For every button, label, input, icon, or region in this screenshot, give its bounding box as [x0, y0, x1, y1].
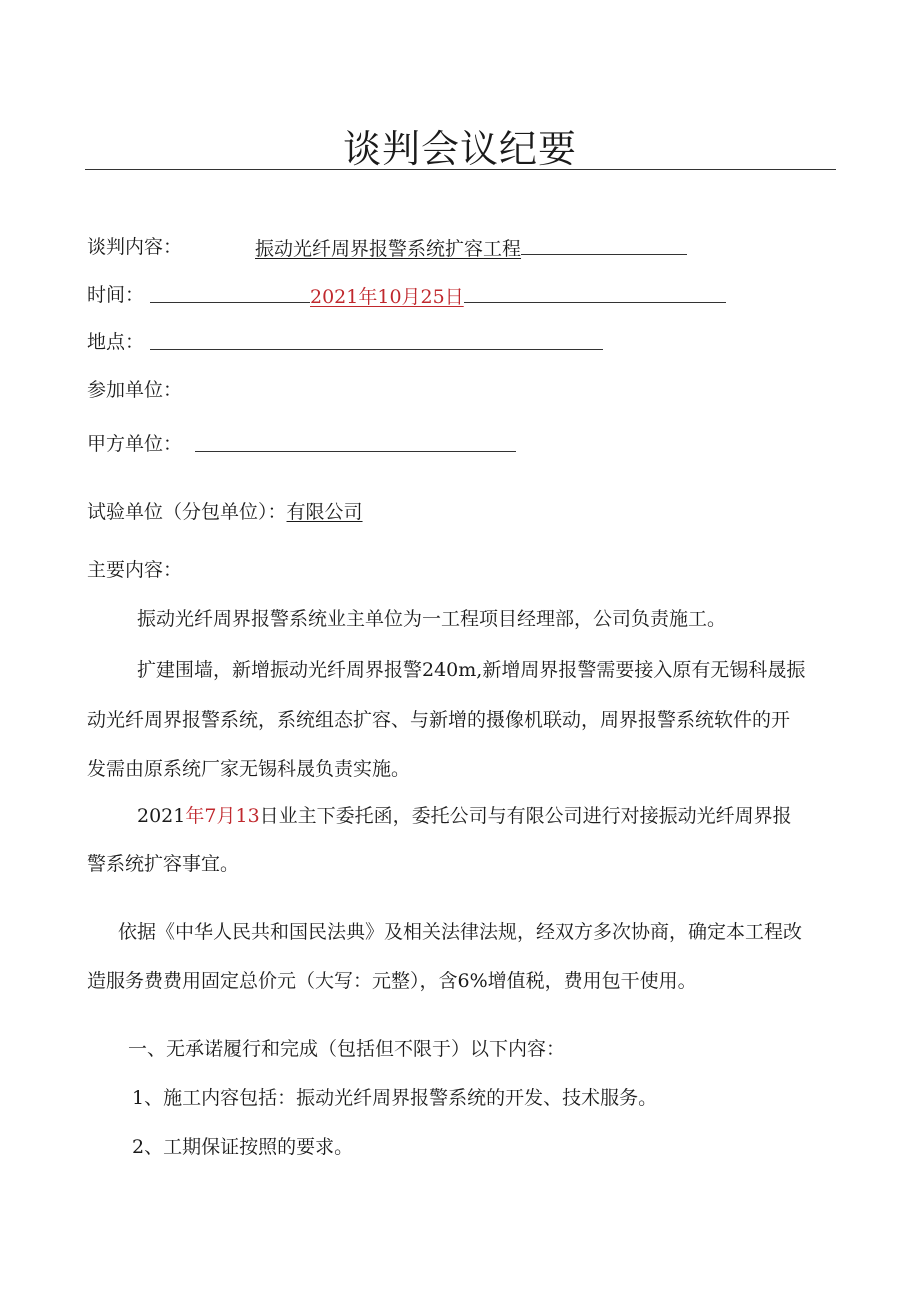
paragraph-3-line-2: 警系统扩容事宜。: [87, 853, 240, 875]
place-blank: [150, 329, 603, 350]
section-1-heading: 一、无承诺履行和完成（包括但不限于）以下内容：: [128, 1038, 566, 1060]
paragraph-3-line-1: [137, 803, 792, 829]
party-a-blank: [195, 431, 516, 452]
p3-day: 13: [235, 805, 260, 827]
test-unit-value: 有限公司: [286, 501, 363, 523]
paragraph-4-line-1: 依据《中华人民共和国民法典》及相关法律法规，经双方多次协商，确定本工程改: [118, 921, 803, 943]
party-a-field: [87, 431, 182, 457]
content-value: 振动光纤周界报警系统扩容工程: [255, 238, 522, 260]
time-label: 时间：: [87, 284, 145, 306]
section-1-item-1: 1、施工内容包括：振动光纤周界报警系统的开发、技术服务。: [132, 1087, 658, 1109]
content-blank: [521, 234, 687, 255]
main-content-label: 主要内容：: [87, 559, 183, 581]
section-1-item-2: 2、工期保证按照的要求。: [132, 1136, 354, 1158]
place-label: 地点：: [87, 331, 145, 353]
p3-year: 2021: [137, 805, 186, 827]
participants-field: [87, 377, 182, 403]
p3-nian: 年: [185, 805, 205, 827]
title-divider: [85, 169, 836, 170]
test-unit-label: 试验单位（分包单位）：: [87, 501, 287, 523]
p3-month: 7: [204, 805, 217, 827]
time-value: 2021年10月25日: [310, 286, 464, 308]
test-unit-field: [87, 499, 363, 525]
p3-yue: 月: [216, 805, 236, 827]
p3-rest: 日业主下委托函，委托公司与有限公司进行对接振动光纤周界报: [259, 805, 792, 827]
place-field: [87, 329, 144, 355]
participants-label: 参加单位：: [87, 379, 183, 401]
content-label: 谈判内容：: [87, 236, 183, 258]
party-a-value-wrap: [195, 431, 516, 459]
paragraph-1: 振动光纤周界报警系统业主单位为一工程项目经理部，公司负责施工。: [137, 608, 727, 630]
paragraph-2-line-2: 动光纤周界报警系统，系统组态扩容、与新增的摄像机联动，周界报警系统软件的开: [87, 709, 791, 731]
party-a-label: 甲方单位：: [87, 433, 183, 455]
time-value-wrap: [150, 282, 726, 310]
paragraph-4-line-2: 造服务费费用固定总价元（大写：元整），含6%增值税，费用包干使用。: [87, 970, 697, 992]
content-field: [87, 234, 182, 260]
time-blank-left: [150, 282, 310, 303]
page-title: 谈判会议纪要: [342, 127, 577, 171]
time-blank-right: [464, 282, 726, 303]
paragraph-2-line-3: 发需由原系统厂家无锡科晟负责实施。: [87, 758, 411, 780]
content-value-wrap: [255, 234, 687, 262]
paragraph-2-line-1: 扩建围墙，新增振动光纤周界报警240m,新增周界报警需要接入原有无锡科晟振: [137, 659, 806, 681]
place-value-wrap: [150, 329, 603, 357]
time-field: [87, 282, 144, 308]
